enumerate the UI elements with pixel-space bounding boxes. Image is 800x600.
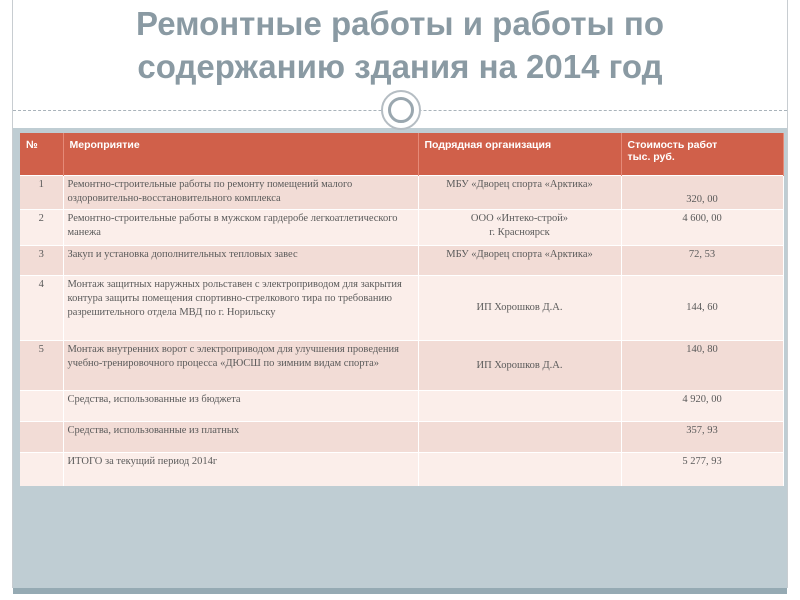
table-row [20,391,783,422]
slide-title [20,2,780,88]
table-header-row [20,133,783,176]
header-cost-line-1: Стоимость работ [627,139,718,151]
header-num: № [20,133,63,176]
row-cost: 357, 93 [621,422,783,453]
works-table [20,133,784,486]
row-event: Монтаж защитных наружных рольставен с электроприводом для закрытия контура защиты помещения спортивно-стрелкового тира по требованию разрешительного отдела МВД по г. Норильску [63,276,418,341]
row-num: 2 [20,210,63,246]
row-num: 1 [20,176,63,210]
row-event: Закуп и установка дополнительных тепловых завес [63,246,418,276]
row-cost: 5 277, 93 [621,453,783,486]
row-cost [621,176,783,210]
row-event: Ремонтно-строительные работы по ремонту помещений малого оздоровительно-восстановительного комплекса [63,176,418,210]
row-event: Средства, использованные из бюджета [63,391,418,422]
row-cost [621,276,783,341]
row-num: 3 [20,246,63,276]
title-line-2: содержанию здания на 2014 год [137,48,663,85]
row-event: Ремонтно-строительные работы в мужском гардеробе легкоатлетического манежа [63,210,418,246]
row-org [418,341,621,391]
table-row [20,246,783,276]
bottom-bar [13,588,787,594]
row-org [418,422,621,453]
row-num [20,453,63,486]
row-num [20,422,63,453]
header-event: Мероприятие [63,133,418,176]
row-org-line-1: МБУ «Дворец спорта «Арктика» [446,249,593,260]
title-line-1: Ремонтные работы и работы по [136,5,664,42]
row-org-line-1: МБУ «Дворец спорта «Арктика» [446,179,593,190]
row-cost-value: 320, 00 [686,194,718,205]
row-num: 5 [20,341,63,391]
row-num [20,391,63,422]
circle-ornament-icon [381,90,421,130]
row-org [418,391,621,422]
circle-ornament-inner [388,97,414,123]
header-cost [621,133,783,176]
row-org-line-1: ООО «Интеко-строй» [470,213,569,224]
row-org [418,176,621,210]
row-event: ИТОГО за текущий период 2014г [63,453,418,486]
table-row [20,210,783,246]
row-event: Монтаж внутренних ворот с электроприводом для улучшения проведения учебно-тренировочного процесса «ДЮСШ по зимним видам спорта» [63,341,418,391]
row-org [418,453,621,486]
table-row [20,176,783,210]
table-row [20,276,783,341]
row-cost: 72, 53 [621,246,783,276]
row-cost: 4 920, 00 [621,391,783,422]
header-cost-line-2: тыс. руб. [627,151,675,163]
row-cost: 140, 80 [621,341,783,391]
row-org [418,210,621,246]
header-org: Подрядная организация [418,133,621,176]
row-org [418,276,621,341]
row-cost: 4 600, 00 [621,210,783,246]
row-event: Средства, использованные из платных [63,422,418,453]
table-row [20,341,783,391]
row-org [418,246,621,276]
table-row [20,422,783,453]
row-cost-value: 144, 60 [686,302,718,313]
row-org-line-1: ИП Хорошков Д.А. [476,359,563,371]
row-org-line-2: г. Красноярск [489,227,550,238]
row-num: 4 [20,276,63,341]
table-row [20,453,783,486]
row-org-line-1: ИП Хорошков Д.А. [476,302,563,313]
